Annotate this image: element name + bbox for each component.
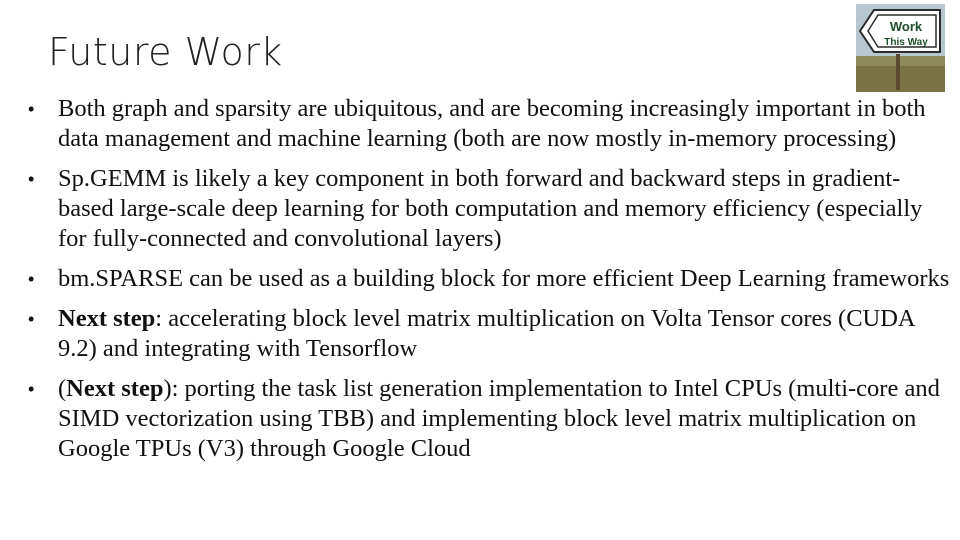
bullet-text: : accelerating block level matrix multiplication on Volta Tensor cores (CUDA 9.2) and integrating with Tensorflow — [58, 305, 915, 362]
bullet-item — [22, 94, 952, 154]
bullet-item — [22, 264, 952, 294]
bullet-text: Both graph and sparsity are ubiquitous, and are becoming increasingly important in both data management and machine learning (both are now mostly in-memory processing) — [58, 95, 926, 152]
bullet-open-paren: ( — [58, 375, 67, 402]
sign-line2: This Way — [884, 37, 928, 48]
sign-line1: Work — [889, 19, 923, 34]
bullet-item — [22, 164, 952, 254]
bullet-bold-prefix: Next step — [66, 375, 164, 402]
bullet-glyph: • — [28, 379, 35, 399]
slide-title: Future Work — [48, 30, 283, 74]
bullet-text: Sp.GEMM is likely a key component in both forward and backward steps in gradient-based large-scale deep learning for both computation and memory efficiency (especially for fully-connected and convolutional layers) — [58, 165, 923, 252]
bullet-glyph: • — [28, 269, 35, 289]
bullet-list — [22, 94, 952, 474]
bullet-glyph: • — [28, 309, 35, 329]
bullet-glyph: • — [28, 169, 35, 189]
bullet-bold-prefix: Next step — [58, 305, 156, 332]
bullet-text: ): porting the task list generation implementation to Intel CPUs (multi-core and SIMD vectorization using TBB) and implementing block level matrix multiplication on Google TPUs (V3) through Google Cloud — [58, 375, 940, 462]
bullet-glyph: • — [28, 99, 35, 119]
bullet-item — [22, 304, 952, 364]
bullet-text: bm.SPARSE can be used as a building block for more efficient Deep Learning frameworks — [58, 265, 950, 292]
work-this-way-sign-image — [856, 4, 945, 92]
sign-icon — [856, 4, 945, 92]
bullet-item — [22, 374, 952, 464]
